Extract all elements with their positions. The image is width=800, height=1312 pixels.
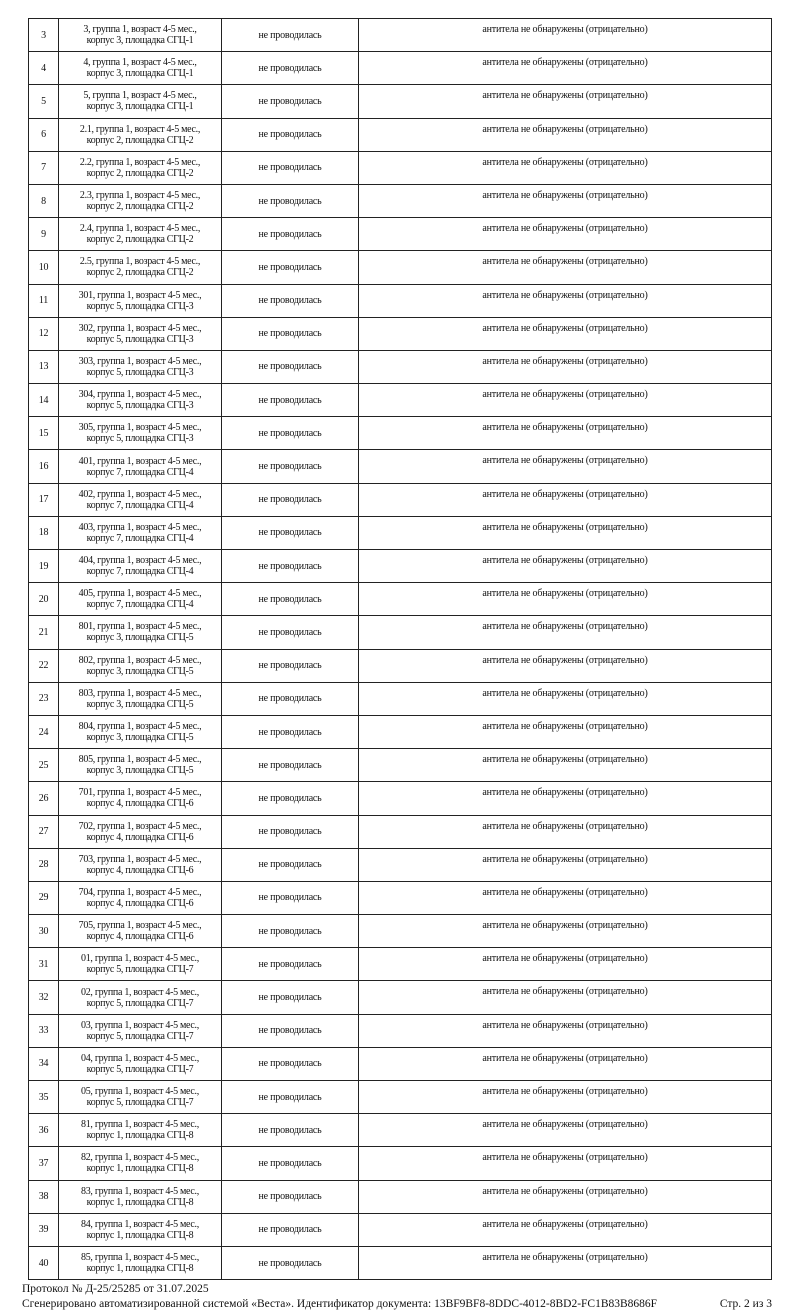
sample-line-2: корпус 7, площадка СГЦ-4 xyxy=(86,499,194,511)
test-status: не проводилась xyxy=(222,251,359,284)
test-status: не проводилась xyxy=(222,317,359,350)
table-row xyxy=(29,981,772,1014)
sample-line-1: 701, группа 1, возраст 4-5 мес., xyxy=(78,787,202,799)
sample-description xyxy=(59,317,222,350)
sample-description xyxy=(59,251,222,284)
row-number: 36 xyxy=(29,1114,59,1147)
generated-by-note: Сгенерировано автоматизированной системой «Веста». Идентификатор документа: 13BF9BF8-8DDC-4012-8BD2-FC1B83B8686F xyxy=(22,1298,658,1311)
test-status: не проводилась xyxy=(222,350,359,383)
sample-description xyxy=(59,815,222,848)
table-row xyxy=(29,1081,772,1114)
sample-line-1: 4, группа 1, возраст 4-5 мес., xyxy=(83,57,197,69)
test-status: не проводилась xyxy=(222,749,359,782)
test-result: антитела не обнаружены (отрицательно) xyxy=(359,184,772,217)
table-row xyxy=(29,483,772,516)
test-status: не проводилась xyxy=(222,815,359,848)
row-number: 25 xyxy=(29,749,59,782)
sample-line-1: 803, группа 1, возраст 4-5 мес., xyxy=(78,687,202,699)
table-row xyxy=(29,1114,772,1147)
sample-line-2: корпус 3, площадка СГЦ-5 xyxy=(86,732,194,744)
sample-line-2: корпус 7, площадка СГЦ-4 xyxy=(86,566,194,578)
sample-line-2: корпус 2, площадка СГЦ-2 xyxy=(86,201,194,213)
table-row xyxy=(29,218,772,251)
test-status: не проводилась xyxy=(222,417,359,450)
sample-line-1: 703, группа 1, возраст 4-5 мес., xyxy=(78,853,202,865)
sample-line-1: 403, группа 1, возраст 4-5 мес., xyxy=(78,521,202,533)
sample-description xyxy=(59,1180,222,1213)
sample-line-2: корпус 7, площадка СГЦ-4 xyxy=(86,599,194,611)
sample-line-1: 801, группа 1, возраст 4-5 мес., xyxy=(78,621,202,633)
sample-line-1: 305, группа 1, возраст 4-5 мес., xyxy=(78,422,202,434)
test-result: антитела не обнаружены (отрицательно) xyxy=(359,284,772,317)
sample-line-1: 802, группа 1, возраст 4-5 мес., xyxy=(78,654,202,666)
table-row xyxy=(29,1213,772,1246)
sample-description xyxy=(59,981,222,1014)
test-result: антитела не обнаружены (отрицательно) xyxy=(359,350,772,383)
sample-line-1: 83, группа 1, возраст 4-5 мес., xyxy=(81,1185,199,1197)
test-result: антитела не обнаружены (отрицательно) xyxy=(359,218,772,251)
table-row xyxy=(29,284,772,317)
table-row xyxy=(29,251,772,284)
row-number: 14 xyxy=(29,384,59,417)
test-status: не проводилась xyxy=(222,218,359,251)
table-row xyxy=(29,317,772,350)
test-status: не проводилась xyxy=(222,1014,359,1047)
sample-line-1: 405, группа 1, возраст 4-5 мес., xyxy=(78,588,202,600)
sample-line-2: корпус 5, площадка СГЦ-3 xyxy=(86,300,194,312)
test-status: не проводилась xyxy=(222,1081,359,1114)
table-row xyxy=(29,815,772,848)
test-result: антитела не обнаружены (отрицательно) xyxy=(359,848,772,881)
test-result: антитела не обнаружены (отрицательно) xyxy=(359,1180,772,1213)
test-result: антитела не обнаружены (отрицательно) xyxy=(359,384,772,417)
sample-description xyxy=(59,516,222,549)
sample-line-1: 82, группа 1, возраст 4-5 мес., xyxy=(81,1152,199,1164)
table-row xyxy=(29,616,772,649)
test-status: не проводилась xyxy=(222,284,359,317)
test-result: антитела не обнаружены (отрицательно) xyxy=(359,1014,772,1047)
sample-line-1: 02, группа 1, возраст 4-5 мес., xyxy=(81,986,199,998)
table-row xyxy=(29,682,772,715)
table-row xyxy=(29,1014,772,1047)
sample-description xyxy=(59,1081,222,1114)
sample-line-2: корпус 5, площадка СГЦ-3 xyxy=(86,333,194,345)
test-status: не проводилась xyxy=(222,184,359,217)
row-number: 17 xyxy=(29,483,59,516)
row-number: 21 xyxy=(29,616,59,649)
test-result: антитела не обнаружены (отрицательно) xyxy=(359,450,772,483)
table-row xyxy=(29,881,772,914)
test-status: не проводилась xyxy=(222,915,359,948)
sample-line-2: корпус 4, площадка СГЦ-6 xyxy=(86,864,194,876)
sample-line-1: 2.4, группа 1, возраст 4-5 мес., xyxy=(79,223,201,235)
row-number: 9 xyxy=(29,218,59,251)
sample-line-2: корпус 4, площадка СГЦ-6 xyxy=(86,831,194,843)
sample-description xyxy=(59,1047,222,1080)
table-row xyxy=(29,184,772,217)
sample-description xyxy=(59,218,222,251)
sample-description xyxy=(59,848,222,881)
sample-line-2: корпус 1, площадка СГЦ-8 xyxy=(86,1163,194,1175)
test-status: не проводилась xyxy=(222,1246,359,1279)
sample-line-2: корпус 3, площадка СГЦ-5 xyxy=(86,765,194,777)
sample-line-2: корпус 5, площадка СГЦ-7 xyxy=(86,964,194,976)
sample-line-2: корпус 7, площадка СГЦ-4 xyxy=(86,532,194,544)
row-number: 40 xyxy=(29,1246,59,1279)
table-row xyxy=(29,516,772,549)
row-number: 29 xyxy=(29,881,59,914)
row-number: 38 xyxy=(29,1180,59,1213)
test-result: антитела не обнаружены (отрицательно) xyxy=(359,19,772,52)
results-table xyxy=(28,18,772,1280)
test-status: не проводилась xyxy=(222,948,359,981)
sample-line-1: 304, группа 1, возраст 4-5 мес., xyxy=(78,389,202,401)
test-status: не проводилась xyxy=(222,516,359,549)
sample-line-1: 01, группа 1, возраст 4-5 мес., xyxy=(81,953,199,965)
test-result: антитела не обнаружены (отрицательно) xyxy=(359,118,772,151)
sample-line-2: корпус 3, площадка СГЦ-5 xyxy=(86,632,194,644)
sample-line-2: корпус 7, площадка СГЦ-4 xyxy=(86,466,194,478)
row-number: 15 xyxy=(29,417,59,450)
sample-line-1: 84, группа 1, возраст 4-5 мес., xyxy=(81,1218,199,1230)
table-row xyxy=(29,1246,772,1279)
test-status: не проводилась xyxy=(222,616,359,649)
sample-line-2: корпус 2, площадка СГЦ-2 xyxy=(86,134,194,146)
test-status: не проводилась xyxy=(222,550,359,583)
row-number: 16 xyxy=(29,450,59,483)
table-row xyxy=(29,52,772,85)
test-result: антитела не обнаружены (отрицательно) xyxy=(359,715,772,748)
table-row xyxy=(29,583,772,616)
sample-line-2: корпус 1, площадка СГЦ-8 xyxy=(86,1263,194,1275)
sample-description xyxy=(59,85,222,118)
table-row xyxy=(29,19,772,52)
sample-description xyxy=(59,915,222,948)
sample-line-1: 804, группа 1, возраст 4-5 мес., xyxy=(78,721,202,733)
sample-line-2: корпус 4, площадка СГЦ-6 xyxy=(86,931,194,943)
test-result: антитела не обнаружены (отрицательно) xyxy=(359,616,772,649)
test-result: антитела не обнаружены (отрицательно) xyxy=(359,1246,772,1279)
row-number: 3 xyxy=(29,19,59,52)
sample-line-1: 3, группа 1, возраст 4-5 мес., xyxy=(83,24,197,36)
table-row xyxy=(29,948,772,981)
row-number: 5 xyxy=(29,85,59,118)
sample-line-2: корпус 5, площадка СГЦ-3 xyxy=(86,433,194,445)
sample-line-2: корпус 5, площадка СГЦ-3 xyxy=(86,366,194,378)
test-result: антитела не обнаружены (отрицательно) xyxy=(359,317,772,350)
sample-description xyxy=(59,1114,222,1147)
table-row xyxy=(29,749,772,782)
sample-description xyxy=(59,184,222,217)
row-number: 18 xyxy=(29,516,59,549)
sample-description xyxy=(59,1213,222,1246)
sample-description xyxy=(59,550,222,583)
row-number: 33 xyxy=(29,1014,59,1047)
sample-line-1: 302, группа 1, возраст 4-5 мес., xyxy=(78,322,202,334)
test-result: антитела не обнаружены (отрицательно) xyxy=(359,1081,772,1114)
sample-line-1: 402, группа 1, возраст 4-5 мес., xyxy=(78,488,202,500)
row-number: 8 xyxy=(29,184,59,217)
sample-line-1: 301, группа 1, возраст 4-5 мес., xyxy=(78,289,202,301)
sample-line-2: корпус 3, площадка СГЦ-1 xyxy=(86,35,194,47)
test-result: антитела не обнаружены (отрицательно) xyxy=(359,915,772,948)
row-number: 34 xyxy=(29,1047,59,1080)
row-number: 6 xyxy=(29,118,59,151)
sample-description xyxy=(59,948,222,981)
row-number: 35 xyxy=(29,1081,59,1114)
sample-line-1: 404, группа 1, возраст 4-5 мес., xyxy=(78,555,202,567)
sample-description xyxy=(59,649,222,682)
sample-line-2: корпус 1, площадка СГЦ-8 xyxy=(86,1130,194,1142)
sample-line-2: корпус 3, площадка СГЦ-1 xyxy=(86,101,194,113)
test-status: не проводилась xyxy=(222,881,359,914)
table-row xyxy=(29,1180,772,1213)
test-status: не проводилась xyxy=(222,85,359,118)
test-result: антитела не обнаружены (отрицательно) xyxy=(359,1213,772,1246)
row-number: 32 xyxy=(29,981,59,1014)
sample-line-1: 85, группа 1, возраст 4-5 мес., xyxy=(81,1252,199,1264)
row-number: 10 xyxy=(29,251,59,284)
sample-description xyxy=(59,616,222,649)
sample-description xyxy=(59,1246,222,1279)
table-row xyxy=(29,915,772,948)
sample-description xyxy=(59,284,222,317)
sample-line-2: корпус 1, площадка СГЦ-8 xyxy=(86,1229,194,1241)
test-status: не проводилась xyxy=(222,981,359,1014)
page-footer xyxy=(22,1282,772,1312)
sample-line-1: 805, группа 1, возраст 4-5 мес., xyxy=(78,754,202,766)
row-number: 27 xyxy=(29,815,59,848)
table-row xyxy=(29,384,772,417)
sample-description xyxy=(59,782,222,815)
sample-description xyxy=(59,881,222,914)
test-status: не проводилась xyxy=(222,1047,359,1080)
test-result: антитела не обнаружены (отрицательно) xyxy=(359,782,772,815)
test-result: антитела не обнаружены (отрицательно) xyxy=(359,649,772,682)
sample-description xyxy=(59,350,222,383)
test-status: не проводилась xyxy=(222,384,359,417)
test-status: не проводилась xyxy=(222,118,359,151)
table-row xyxy=(29,85,772,118)
row-number: 28 xyxy=(29,848,59,881)
test-status: не проводилась xyxy=(222,649,359,682)
row-number: 23 xyxy=(29,682,59,715)
table-row xyxy=(29,450,772,483)
sample-line-1: 2.2, группа 1, возраст 4-5 мес., xyxy=(79,156,201,168)
sample-line-2: корпус 4, площадка СГЦ-6 xyxy=(86,798,194,810)
sample-description xyxy=(59,118,222,151)
row-number: 31 xyxy=(29,948,59,981)
test-result: антитела не обнаружены (отрицательно) xyxy=(359,881,772,914)
test-result: антитела не обнаружены (отрицательно) xyxy=(359,483,772,516)
table-row xyxy=(29,417,772,450)
sample-description xyxy=(59,151,222,184)
row-number: 24 xyxy=(29,715,59,748)
row-number: 11 xyxy=(29,284,59,317)
test-status: не проводилась xyxy=(222,1114,359,1147)
row-number: 19 xyxy=(29,550,59,583)
sample-description xyxy=(59,1147,222,1180)
table-row xyxy=(29,649,772,682)
test-result: антитела не обнаружены (отрицательно) xyxy=(359,151,772,184)
test-status: не проводилась xyxy=(222,583,359,616)
sample-line-1: 5, группа 1, возраст 4-5 мес., xyxy=(83,90,197,102)
test-result: антитела не обнаружены (отрицательно) xyxy=(359,417,772,450)
table-row xyxy=(29,118,772,151)
test-status: не проводилась xyxy=(222,715,359,748)
sample-line-1: 03, группа 1, возраст 4-5 мес., xyxy=(81,1019,199,1031)
sample-line-1: 2.1, группа 1, возраст 4-5 мес., xyxy=(79,123,201,135)
sample-line-2: корпус 5, площадка СГЦ-7 xyxy=(86,1030,194,1042)
sample-line-1: 704, группа 1, возраст 4-5 мес., xyxy=(78,886,202,898)
table-row xyxy=(29,1047,772,1080)
sample-line-1: 81, группа 1, возраст 4-5 мес., xyxy=(81,1119,199,1131)
sample-description xyxy=(59,749,222,782)
sample-description xyxy=(59,715,222,748)
sample-line-2: корпус 3, площадка СГЦ-5 xyxy=(86,698,194,710)
test-result: антитела не обнаружены (отрицательно) xyxy=(359,583,772,616)
test-status: не проводилась xyxy=(222,52,359,85)
sample-line-1: 2.5, группа 1, возраст 4-5 мес., xyxy=(79,256,201,268)
row-number: 39 xyxy=(29,1213,59,1246)
test-result: антитела не обнаружены (отрицательно) xyxy=(359,815,772,848)
test-result: антитела не обнаружены (отрицательно) xyxy=(359,85,772,118)
sample-line-2: корпус 5, площадка СГЦ-7 xyxy=(86,997,194,1009)
sample-line-2: корпус 5, площадка СГЦ-3 xyxy=(86,400,194,412)
sample-line-2: корпус 2, площадка СГЦ-2 xyxy=(86,234,194,246)
table-row xyxy=(29,848,772,881)
sample-line-2: корпус 3, площадка СГЦ-1 xyxy=(86,68,194,80)
table-row xyxy=(29,350,772,383)
table-row xyxy=(29,151,772,184)
row-number: 12 xyxy=(29,317,59,350)
sample-description xyxy=(59,417,222,450)
row-number: 22 xyxy=(29,649,59,682)
row-number: 30 xyxy=(29,915,59,948)
page-number: Стр. 2 из 3 xyxy=(719,1298,772,1311)
test-status: не проводилась xyxy=(222,782,359,815)
sample-line-1: 401, группа 1, возраст 4-5 мес., xyxy=(78,455,202,467)
test-result: антитела не обнаружены (отрицательно) xyxy=(359,981,772,1014)
test-result: антитела не обнаружены (отрицательно) xyxy=(359,682,772,715)
row-number: 13 xyxy=(29,350,59,383)
sample-line-2: корпус 4, площадка СГЦ-6 xyxy=(86,897,194,909)
test-result: антитела не обнаружены (отрицательно) xyxy=(359,1147,772,1180)
sample-description xyxy=(59,52,222,85)
test-status: не проводилась xyxy=(222,151,359,184)
sample-line-1: 04, группа 1, возраст 4-5 мес., xyxy=(81,1052,199,1064)
test-result: антитела не обнаружены (отрицательно) xyxy=(359,1047,772,1080)
test-status: не проводилась xyxy=(222,483,359,516)
test-status: не проводилась xyxy=(222,682,359,715)
row-number: 26 xyxy=(29,782,59,815)
test-result: антитела не обнаружены (отрицательно) xyxy=(359,550,772,583)
test-result: антитела не обнаружены (отрицательно) xyxy=(359,749,772,782)
row-number: 20 xyxy=(29,583,59,616)
sample-description xyxy=(59,450,222,483)
test-result: антитела не обнаружены (отрицательно) xyxy=(359,516,772,549)
sample-description xyxy=(59,1014,222,1047)
table-row xyxy=(29,715,772,748)
sample-line-2: корпус 2, площадка СГЦ-2 xyxy=(86,167,194,179)
row-number: 7 xyxy=(29,151,59,184)
sample-line-2: корпус 1, площадка СГЦ-8 xyxy=(86,1196,194,1208)
test-result: антитела не обнаружены (отрицательно) xyxy=(359,52,772,85)
sample-line-2: корпус 5, площадка СГЦ-7 xyxy=(86,1063,194,1075)
sample-line-2: корпус 3, площадка СГЦ-5 xyxy=(86,665,194,677)
test-result: антитела не обнаружены (отрицательно) xyxy=(359,1114,772,1147)
sample-line-2: корпус 5, площадка СГЦ-7 xyxy=(86,1097,194,1109)
test-status: не проводилась xyxy=(222,848,359,881)
test-result: антитела не обнаружены (отрицательно) xyxy=(359,948,772,981)
test-status: не проводилась xyxy=(222,1147,359,1180)
sample-line-1: 702, группа 1, возраст 4-5 мес., xyxy=(78,820,202,832)
test-status: не проводилась xyxy=(222,1213,359,1246)
sample-line-1: 303, группа 1, возраст 4-5 мес., xyxy=(78,355,202,367)
sample-line-1: 2.3, группа 1, возраст 4-5 мес., xyxy=(79,190,201,202)
sample-line-1: 705, группа 1, возраст 4-5 мес., xyxy=(78,920,202,932)
protocol-number: Протокол № Д-25/25285 от 31.07.2025 xyxy=(22,1283,209,1296)
sample-description xyxy=(59,19,222,52)
sample-description xyxy=(59,583,222,616)
sample-line-1: 05, группа 1, возраст 4-5 мес., xyxy=(81,1086,199,1098)
table-row xyxy=(29,1147,772,1180)
table-row xyxy=(29,782,772,815)
row-number: 37 xyxy=(29,1147,59,1180)
row-number: 4 xyxy=(29,52,59,85)
footer-row xyxy=(22,1297,772,1312)
test-status: не проводилась xyxy=(222,1180,359,1213)
sample-line-2: корпус 2, площадка СГЦ-2 xyxy=(86,267,194,279)
test-status: не проводилась xyxy=(222,19,359,52)
sample-description xyxy=(59,682,222,715)
table-row xyxy=(29,550,772,583)
sample-description xyxy=(59,483,222,516)
test-result: антитела не обнаружены (отрицательно) xyxy=(359,251,772,284)
sample-description xyxy=(59,384,222,417)
test-status: не проводилась xyxy=(222,450,359,483)
